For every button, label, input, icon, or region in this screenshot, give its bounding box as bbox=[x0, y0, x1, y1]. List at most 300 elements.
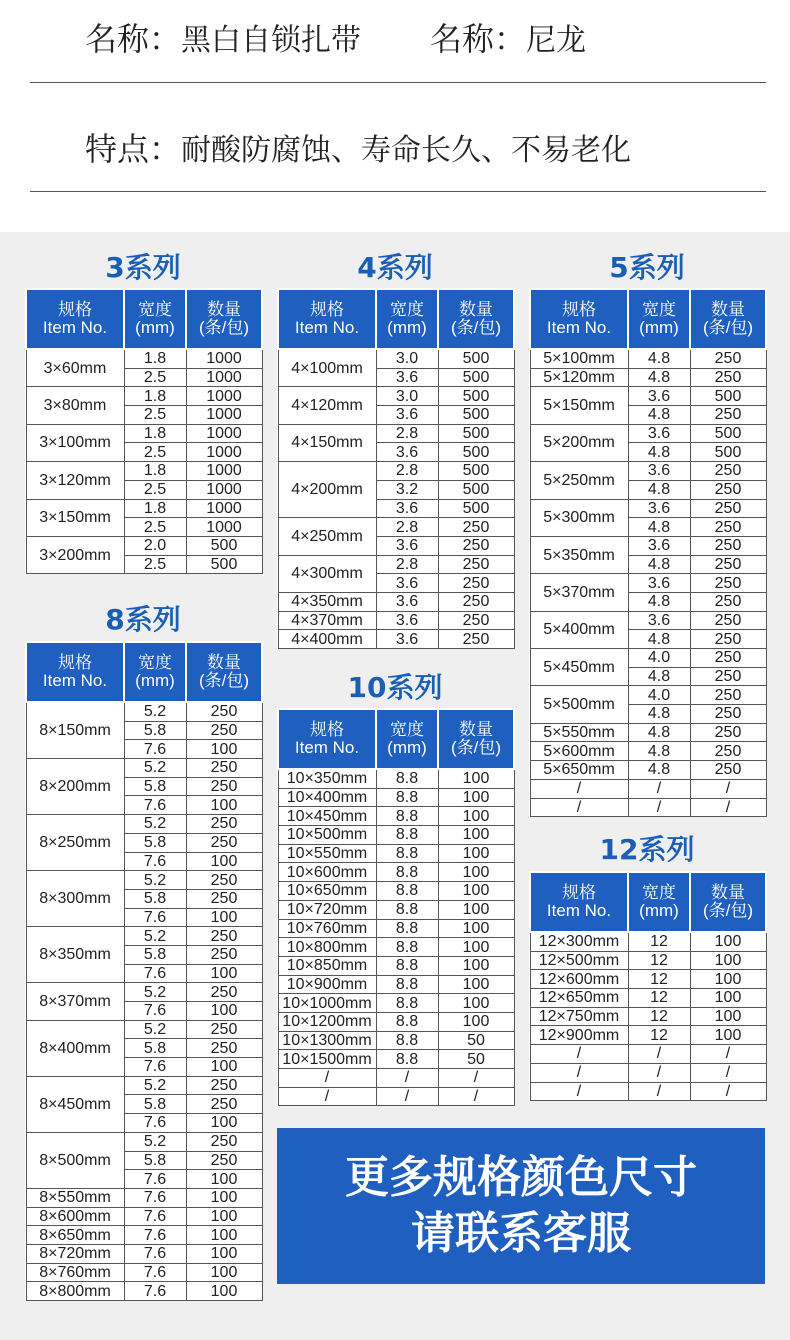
width-cell: 8.8 bbox=[376, 863, 438, 882]
quantity-cell: 250 bbox=[438, 611, 514, 630]
column-header: 宽度 (mm) bbox=[124, 289, 186, 349]
item-no-cell: 8×760mm bbox=[26, 1263, 124, 1282]
item-no-cell: 10×720mm bbox=[278, 900, 376, 919]
table-row bbox=[26, 349, 262, 368]
width-cell: 5.8 bbox=[124, 833, 186, 852]
quantity-cell: 500 bbox=[690, 424, 766, 443]
spec-table-8 bbox=[25, 641, 263, 1301]
table-row bbox=[530, 536, 766, 555]
quantity-cell: 500 bbox=[438, 443, 514, 462]
item-no-cell: 12×900mm bbox=[530, 1026, 628, 1045]
item-no-cell: 8×300mm bbox=[26, 871, 124, 927]
width-cell: 8.8 bbox=[376, 938, 438, 957]
quantity-cell: 100 bbox=[438, 1012, 514, 1031]
item-no-cell: 8×400mm bbox=[26, 1020, 124, 1076]
quantity-cell: 100 bbox=[186, 1282, 262, 1301]
quantity-cell: 250 bbox=[690, 462, 766, 481]
width-cell: 8.8 bbox=[376, 882, 438, 901]
width-cell: 12 bbox=[628, 1026, 690, 1045]
table-row bbox=[278, 788, 514, 807]
width-cell: 8.8 bbox=[376, 900, 438, 919]
spec-table-4 bbox=[277, 288, 515, 649]
quantity-cell: / bbox=[690, 1045, 766, 1064]
width-cell: 7.6 bbox=[124, 796, 186, 815]
series-title-3: 3系列 bbox=[105, 251, 181, 284]
item-no-cell: 10×1500mm bbox=[278, 1050, 376, 1069]
width-cell: 5.8 bbox=[124, 777, 186, 796]
width-cell: 5.8 bbox=[124, 1151, 186, 1170]
table-row bbox=[530, 349, 766, 368]
width-cell: / bbox=[628, 1045, 690, 1064]
width-cell: 3.6 bbox=[628, 574, 690, 593]
item-no-cell: 5×600mm bbox=[530, 742, 628, 761]
table-row bbox=[26, 424, 262, 443]
table-row bbox=[530, 387, 766, 406]
quantity-cell: 250 bbox=[186, 871, 262, 890]
item-no-cell: 3×120mm bbox=[26, 462, 124, 499]
column-header: 宽度 (mm) bbox=[376, 289, 438, 349]
series-title-4: 4系列 bbox=[357, 251, 433, 284]
width-cell: 8.8 bbox=[376, 975, 438, 994]
table-row bbox=[26, 1263, 262, 1282]
width-cell: 3.6 bbox=[376, 443, 438, 462]
table-row bbox=[530, 779, 766, 798]
quantity-cell: 500 bbox=[438, 480, 514, 499]
quantity-cell: / bbox=[438, 1087, 514, 1106]
width-cell: 3.6 bbox=[376, 574, 438, 593]
item-no-cell: 5×120mm bbox=[530, 368, 628, 387]
table-row bbox=[278, 424, 514, 443]
column-header: 宽度 (mm) bbox=[124, 642, 186, 702]
quantity-cell: 250 bbox=[186, 777, 262, 796]
table-row bbox=[278, 975, 514, 994]
quantity-cell: 500 bbox=[690, 443, 766, 462]
width-cell: 2.5 bbox=[124, 443, 186, 462]
quantity-cell: 250 bbox=[690, 368, 766, 387]
quantity-cell: 100 bbox=[186, 796, 262, 815]
table-row bbox=[530, 1045, 766, 1064]
quantity-cell: 500 bbox=[186, 555, 262, 574]
quantity-cell: 100 bbox=[690, 951, 766, 970]
quantity-cell: 1000 bbox=[186, 480, 262, 499]
table-row bbox=[278, 630, 514, 649]
table-row bbox=[530, 368, 766, 387]
quantity-cell: 250 bbox=[438, 518, 514, 537]
quantity-cell: 100 bbox=[438, 882, 514, 901]
table-row bbox=[26, 1207, 262, 1226]
table-row bbox=[26, 387, 262, 406]
item-no-cell: 4×200mm bbox=[278, 462, 376, 518]
quantity-cell: 1000 bbox=[186, 499, 262, 518]
width-cell: 3.6 bbox=[376, 630, 438, 649]
table-row bbox=[278, 844, 514, 863]
quantity-cell: 250 bbox=[438, 555, 514, 574]
quantity-cell: 250 bbox=[690, 742, 766, 761]
width-cell: 4.8 bbox=[628, 705, 690, 724]
item-no-cell: 10×500mm bbox=[278, 826, 376, 845]
width-cell: 8.8 bbox=[376, 994, 438, 1013]
quantity-cell: 250 bbox=[438, 574, 514, 593]
table-row bbox=[530, 424, 766, 443]
quantity-cell: 100 bbox=[438, 994, 514, 1013]
quantity-cell: 250 bbox=[186, 1151, 262, 1170]
table-row bbox=[278, 1031, 514, 1050]
table-row bbox=[26, 1244, 262, 1263]
width-cell: 3.6 bbox=[628, 462, 690, 481]
table-row bbox=[26, 702, 262, 721]
material-value: 尼龙 bbox=[526, 23, 587, 58]
table-row bbox=[530, 742, 766, 761]
table-row bbox=[530, 723, 766, 742]
quantity-cell: 250 bbox=[186, 1132, 262, 1151]
quantity-cell: 500 bbox=[690, 387, 766, 406]
quantity-cell: 250 bbox=[690, 406, 766, 425]
quantity-cell: 250 bbox=[186, 945, 262, 964]
table-row bbox=[26, 499, 262, 518]
quantity-cell: 100 bbox=[438, 807, 514, 826]
width-cell: 7.6 bbox=[124, 1114, 186, 1133]
item-no-cell: 4×300mm bbox=[278, 555, 376, 592]
quantity-cell: 250 bbox=[186, 1076, 262, 1095]
table-row bbox=[278, 1012, 514, 1031]
table-row bbox=[26, 1226, 262, 1245]
spec-table-12 bbox=[529, 871, 767, 1101]
quantity-cell: 100 bbox=[438, 769, 514, 788]
material-row bbox=[430, 14, 586, 60]
table-row bbox=[26, 1020, 262, 1039]
table-row bbox=[530, 798, 766, 817]
table-row bbox=[530, 1007, 766, 1026]
width-cell: 4.0 bbox=[628, 649, 690, 668]
quantity-cell: 100 bbox=[186, 1207, 262, 1226]
width-cell: 5.2 bbox=[124, 927, 186, 946]
table-row bbox=[278, 807, 514, 826]
item-no-cell: 5×650mm bbox=[530, 761, 628, 780]
table-row bbox=[26, 1132, 262, 1151]
quantity-cell: 100 bbox=[186, 1170, 262, 1189]
item-no-cell: 8×550mm bbox=[26, 1188, 124, 1207]
table-row bbox=[278, 994, 514, 1013]
item-no-cell: 10×800mm bbox=[278, 938, 376, 957]
quantity-cell: 100 bbox=[186, 1244, 262, 1263]
column-header: 规格 Item No. bbox=[530, 289, 628, 349]
width-cell: 8.8 bbox=[376, 1050, 438, 1069]
quantity-cell: 100 bbox=[438, 938, 514, 957]
column-header: 数量 (条/包) bbox=[438, 289, 514, 349]
quantity-cell: 250 bbox=[690, 518, 766, 537]
quantity-cell: 1000 bbox=[186, 368, 262, 387]
width-cell: 5.2 bbox=[124, 759, 186, 778]
feature-row bbox=[85, 124, 631, 170]
width-cell: 8.8 bbox=[376, 844, 438, 863]
table-row bbox=[278, 518, 514, 537]
quantity-cell: 50 bbox=[438, 1031, 514, 1050]
table-row bbox=[278, 592, 514, 611]
quantity-cell: 1000 bbox=[186, 443, 262, 462]
item-no-cell: 5×350mm bbox=[530, 536, 628, 573]
quantity-cell: 500 bbox=[438, 462, 514, 481]
spec-table-5 bbox=[529, 288, 767, 817]
width-cell: 8.8 bbox=[376, 956, 438, 975]
width-cell: 3.6 bbox=[628, 611, 690, 630]
quantity-cell: 500 bbox=[186, 536, 262, 555]
width-cell: 5.2 bbox=[124, 983, 186, 1002]
column-header: 规格 Item No. bbox=[26, 289, 124, 349]
width-cell: 8.8 bbox=[376, 919, 438, 938]
feature-value: 耐酸防腐蚀、寿命长久、不易老化 bbox=[181, 133, 632, 168]
width-cell: 7.6 bbox=[124, 1170, 186, 1189]
column-header: 规格 Item No. bbox=[278, 709, 376, 769]
width-cell: 7.6 bbox=[124, 1002, 186, 1021]
quantity-cell: 100 bbox=[186, 964, 262, 983]
quantity-cell: 500 bbox=[438, 387, 514, 406]
item-no-cell: / bbox=[530, 798, 628, 817]
width-cell: 2.8 bbox=[376, 555, 438, 574]
item-no-cell: 10×550mm bbox=[278, 844, 376, 863]
table-row bbox=[530, 951, 766, 970]
width-cell: 4.8 bbox=[628, 723, 690, 742]
item-no-cell: 12×600mm bbox=[530, 970, 628, 989]
item-no-cell: 10×450mm bbox=[278, 807, 376, 826]
item-no-cell: 10×400mm bbox=[278, 788, 376, 807]
name-label: 名称： bbox=[85, 20, 182, 58]
table-row bbox=[278, 882, 514, 901]
width-cell: 7.6 bbox=[124, 1244, 186, 1263]
quantity-cell: / bbox=[690, 798, 766, 817]
item-no-cell: / bbox=[278, 1087, 376, 1106]
name-row bbox=[85, 14, 361, 60]
width-cell: 7.6 bbox=[124, 908, 186, 927]
width-cell: 3.6 bbox=[376, 611, 438, 630]
width-cell: 5.8 bbox=[124, 1095, 186, 1114]
width-cell: 1.8 bbox=[124, 462, 186, 481]
table-row bbox=[278, 900, 514, 919]
quantity-cell: 100 bbox=[186, 1114, 262, 1133]
width-cell: 3.6 bbox=[376, 536, 438, 555]
quantity-cell: 250 bbox=[690, 499, 766, 518]
table-row bbox=[278, 1087, 514, 1106]
quantity-cell: 250 bbox=[690, 630, 766, 649]
item-no-cell: 4×350mm bbox=[278, 592, 376, 611]
name-value: 黑白自锁扎带 bbox=[181, 23, 362, 58]
width-cell: / bbox=[628, 1082, 690, 1101]
item-no-cell: 8×500mm bbox=[26, 1132, 124, 1188]
quantity-cell: 100 bbox=[438, 975, 514, 994]
quantity-cell: 250 bbox=[690, 667, 766, 686]
quantity-cell: 100 bbox=[438, 919, 514, 938]
width-cell: 7.6 bbox=[124, 1207, 186, 1226]
width-cell: 4.8 bbox=[628, 443, 690, 462]
width-cell: 4.8 bbox=[628, 761, 690, 780]
item-no-cell: 5×400mm bbox=[530, 611, 628, 648]
width-cell: 8.8 bbox=[376, 769, 438, 788]
width-cell: 7.6 bbox=[124, 1263, 186, 1282]
table-row bbox=[26, 1282, 262, 1301]
item-no-cell: 5×300mm bbox=[530, 499, 628, 536]
item-no-cell: 3×100mm bbox=[26, 424, 124, 461]
quantity-cell: 250 bbox=[186, 1095, 262, 1114]
width-cell: 3.6 bbox=[376, 406, 438, 425]
quantity-cell: 100 bbox=[690, 970, 766, 989]
quantity-cell: 100 bbox=[186, 740, 262, 759]
width-cell: / bbox=[376, 1069, 438, 1088]
table-row bbox=[530, 1063, 766, 1082]
quantity-cell: / bbox=[438, 1069, 514, 1088]
column-header: 宽度 (mm) bbox=[628, 289, 690, 349]
item-no-cell: 4×100mm bbox=[278, 349, 376, 387]
item-no-cell: / bbox=[530, 1045, 628, 1064]
width-cell: 4.8 bbox=[628, 630, 690, 649]
item-no-cell: 5×450mm bbox=[530, 649, 628, 686]
table-row bbox=[26, 871, 262, 890]
width-cell: 3.0 bbox=[376, 387, 438, 406]
quantity-cell: 100 bbox=[690, 932, 766, 951]
spec-table-3 bbox=[25, 288, 263, 574]
table-row bbox=[530, 686, 766, 705]
width-cell: 3.6 bbox=[376, 592, 438, 611]
quantity-cell: 1000 bbox=[186, 349, 262, 368]
width-cell: 5.2 bbox=[124, 1132, 186, 1151]
quantity-cell: 1000 bbox=[186, 462, 262, 481]
table-row bbox=[530, 989, 766, 1008]
quantity-cell: 250 bbox=[186, 815, 262, 834]
width-cell: 3.2 bbox=[376, 480, 438, 499]
table-row bbox=[278, 387, 514, 406]
item-no-cell: 5×100mm bbox=[530, 349, 628, 368]
quantity-cell: 250 bbox=[186, 833, 262, 852]
quantity-cell: 250 bbox=[690, 349, 766, 368]
table-row bbox=[530, 1026, 766, 1045]
item-no-cell: 10×600mm bbox=[278, 863, 376, 882]
feature-label: 特点： bbox=[85, 130, 182, 168]
item-no-cell: 4×400mm bbox=[278, 630, 376, 649]
width-cell: / bbox=[628, 798, 690, 817]
table-row bbox=[278, 349, 514, 368]
table-row bbox=[26, 462, 262, 481]
column-header: 数量 (条/包) bbox=[690, 872, 766, 932]
series-title-12: 12系列 bbox=[599, 833, 695, 866]
width-cell: 8.8 bbox=[376, 1012, 438, 1031]
spec-table-10 bbox=[277, 708, 515, 1106]
contact-banner bbox=[277, 1128, 765, 1284]
quantity-cell: 100 bbox=[186, 1188, 262, 1207]
series-title-10: 10系列 bbox=[347, 671, 443, 704]
quantity-cell: 100 bbox=[438, 826, 514, 845]
item-no-cell: 8×600mm bbox=[26, 1207, 124, 1226]
width-cell: 4.8 bbox=[628, 667, 690, 686]
table-row bbox=[278, 826, 514, 845]
width-cell: 4.8 bbox=[628, 592, 690, 611]
quantity-cell: 1000 bbox=[186, 424, 262, 443]
quantity-cell: 250 bbox=[186, 983, 262, 1002]
width-cell: 2.8 bbox=[376, 462, 438, 481]
quantity-cell: 250 bbox=[690, 649, 766, 668]
item-no-cell: 10×760mm bbox=[278, 919, 376, 938]
item-no-cell: 12×300mm bbox=[530, 932, 628, 951]
table-row bbox=[26, 759, 262, 778]
width-cell: 3.6 bbox=[628, 536, 690, 555]
width-cell: 3.6 bbox=[628, 387, 690, 406]
quantity-cell: 250 bbox=[690, 761, 766, 780]
width-cell: 5.2 bbox=[124, 702, 186, 721]
divider bbox=[30, 82, 766, 83]
item-no-cell: 10×900mm bbox=[278, 975, 376, 994]
quantity-cell: 500 bbox=[438, 349, 514, 368]
width-cell: / bbox=[628, 1063, 690, 1082]
width-cell: 2.8 bbox=[376, 424, 438, 443]
item-no-cell: 3×200mm bbox=[26, 536, 124, 573]
quantity-cell: 250 bbox=[690, 574, 766, 593]
quantity-cell: 250 bbox=[186, 889, 262, 908]
width-cell: 12 bbox=[628, 932, 690, 951]
item-no-cell: 4×120mm bbox=[278, 387, 376, 424]
quantity-cell: 250 bbox=[690, 705, 766, 724]
divider bbox=[30, 191, 766, 192]
item-no-cell: 4×250mm bbox=[278, 518, 376, 555]
table-row bbox=[26, 1188, 262, 1207]
column-header: 数量 (条/包) bbox=[186, 642, 262, 702]
width-cell: / bbox=[376, 1087, 438, 1106]
item-no-cell: 10×1300mm bbox=[278, 1031, 376, 1050]
width-cell: 3.6 bbox=[628, 499, 690, 518]
width-cell: 8.8 bbox=[376, 1031, 438, 1050]
width-cell: 2.5 bbox=[124, 518, 186, 537]
quantity-cell: 100 bbox=[690, 1026, 766, 1045]
table-row bbox=[278, 956, 514, 975]
item-no-cell: 8×370mm bbox=[26, 983, 124, 1020]
table-row bbox=[278, 938, 514, 957]
width-cell: 4.8 bbox=[628, 742, 690, 761]
width-cell: 2.5 bbox=[124, 406, 186, 425]
quantity-cell: 500 bbox=[438, 406, 514, 425]
width-cell: 3.0 bbox=[376, 349, 438, 368]
table-row bbox=[530, 761, 766, 780]
width-cell: 7.6 bbox=[124, 1282, 186, 1301]
width-cell: / bbox=[628, 779, 690, 798]
width-cell: 2.8 bbox=[376, 518, 438, 537]
table-row bbox=[278, 919, 514, 938]
width-cell: 5.8 bbox=[124, 1039, 186, 1058]
table-row bbox=[278, 462, 514, 481]
item-no-cell: 8×150mm bbox=[26, 702, 124, 759]
item-no-cell: 5×200mm bbox=[530, 424, 628, 461]
item-no-cell: 5×150mm bbox=[530, 387, 628, 424]
width-cell: 5.2 bbox=[124, 1020, 186, 1039]
width-cell: 4.8 bbox=[628, 555, 690, 574]
item-no-cell: 4×370mm bbox=[278, 611, 376, 630]
quantity-cell: 100 bbox=[438, 900, 514, 919]
quantity-cell: 100 bbox=[186, 1263, 262, 1282]
quantity-cell: 500 bbox=[438, 424, 514, 443]
item-no-cell: / bbox=[530, 779, 628, 798]
banner-line-1: 更多规格颜色尺寸 bbox=[345, 1152, 697, 1203]
item-no-cell: 8×650mm bbox=[26, 1226, 124, 1245]
width-cell: 2.5 bbox=[124, 480, 186, 499]
item-no-cell: 10×350mm bbox=[278, 769, 376, 788]
quantity-cell: 250 bbox=[438, 536, 514, 555]
width-cell: 3.6 bbox=[376, 368, 438, 387]
width-cell: 7.6 bbox=[124, 964, 186, 983]
quantity-cell: 100 bbox=[438, 956, 514, 975]
quantity-cell: 500 bbox=[438, 368, 514, 387]
table-row bbox=[26, 927, 262, 946]
width-cell: 7.6 bbox=[124, 1058, 186, 1077]
series-title-8: 8系列 bbox=[105, 603, 181, 636]
quantity-cell: 250 bbox=[186, 927, 262, 946]
width-cell: 12 bbox=[628, 970, 690, 989]
quantity-cell: 50 bbox=[438, 1050, 514, 1069]
width-cell: 4.8 bbox=[628, 406, 690, 425]
